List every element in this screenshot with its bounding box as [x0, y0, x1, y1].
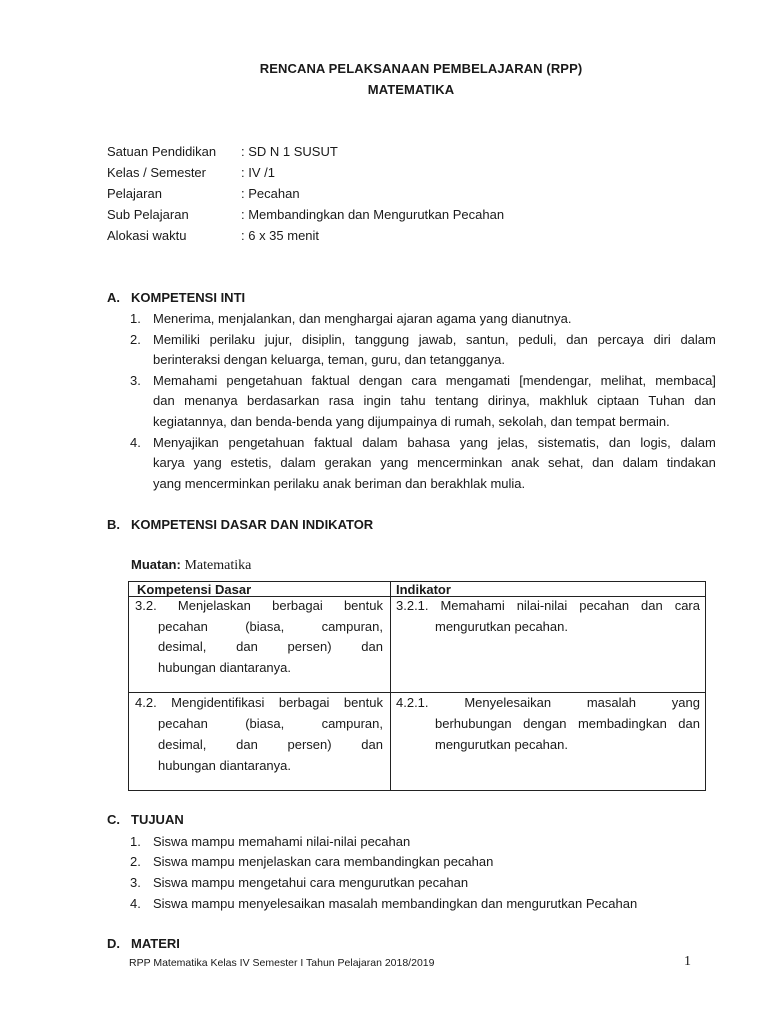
item-text [153, 435, 716, 450]
cell-text: mengurutkan pecahan. [435, 737, 568, 752]
table-divider [129, 692, 705, 693]
item-text [153, 332, 716, 347]
word: dan [641, 598, 663, 613]
meta-label: Pelajaran [107, 186, 162, 201]
word: persen) [287, 639, 332, 654]
word: tentang [435, 393, 479, 408]
section-letter: D. [107, 936, 120, 951]
table-header-kd: Kompetensi Dasar [137, 582, 252, 597]
word: diri [653, 332, 671, 347]
meta-value: : SD N 1 SUSUT [241, 144, 338, 159]
table-cell-kd [135, 598, 383, 613]
word: Memiliki [153, 332, 200, 347]
item-text: Menerima, menjalankan, dan menghargai ajaran agama yang dianutnya. [153, 311, 572, 326]
word: mencerminkan [417, 455, 503, 470]
word: dalam [362, 435, 398, 450]
word: dan [608, 435, 631, 450]
word: sistematis, [537, 435, 600, 450]
word: Tuhan [648, 393, 685, 408]
section-title: KOMPETENSI DASAR DAN INDIKATOR [131, 517, 374, 532]
word: Memahami [440, 598, 505, 613]
word: 3.2. [135, 598, 157, 613]
word: faktual [311, 373, 350, 388]
item-text: Siswa mampu mengetahui cara mengurutkan pecahan [153, 875, 469, 890]
word: makhluk [539, 393, 588, 408]
word: disiplin, [301, 332, 346, 347]
word: 4.2.1. [396, 695, 429, 710]
word: [mendengar, [519, 373, 592, 388]
table-cell-kd [135, 695, 383, 710]
word: tanggung [354, 332, 410, 347]
word: dirinya, [487, 393, 530, 408]
table-divider [390, 582, 391, 790]
item-number: 2. [130, 854, 141, 869]
item-number: 1. [130, 834, 141, 849]
table-cell-kd [158, 619, 383, 634]
word: gerakan [324, 455, 372, 470]
item-text: Siswa mampu menyelesaikan masalah membandingkan dan mengurutkan Pecahan [153, 896, 638, 911]
word: Memahami [153, 373, 218, 388]
word: (biasa, [245, 716, 285, 731]
word: berdasarkan [247, 393, 320, 408]
word: bentuk [343, 598, 383, 613]
word: dalam [680, 332, 716, 347]
word: bahasa [407, 435, 451, 450]
table-cell-indicator [435, 716, 700, 731]
word: cara [411, 373, 437, 388]
item-number: 3. [130, 875, 141, 890]
word: tindakan [666, 455, 716, 470]
meta-label: Kelas / Semester [107, 165, 206, 180]
word: bentuk [343, 695, 383, 710]
item-text: Siswa mampu menjelaskan cara membandingkan pecahan [153, 854, 494, 869]
section-letter: A. [107, 290, 120, 305]
word: nilai-nilai [516, 598, 568, 613]
section-title: TUJUAN [131, 812, 184, 827]
word: mengamati [445, 373, 511, 388]
word: Menyajikan [153, 435, 219, 450]
word: berbagai [278, 695, 330, 710]
word: santun, [465, 332, 509, 347]
word: dalam [680, 435, 716, 450]
item-text: kegiatannya, dan benda-benda yang dijumpainya di rumah, sekolah, dan tempat bermain. [153, 414, 670, 429]
document-title: RENCANA PELAKSANAAN PEMBELAJARAN (RPP) [259, 61, 583, 76]
item-number: 4. [130, 435, 141, 450]
word: dan [678, 716, 700, 731]
cell-text: hubungan diantaranya. [158, 660, 292, 675]
word: dengan [358, 373, 403, 388]
word: membaca] [655, 373, 716, 388]
item-text [153, 393, 716, 408]
table-cell-indicator [396, 598, 700, 613]
word: ciptaan [597, 393, 639, 408]
meta-value: : 6 x 35 menit [241, 228, 320, 243]
word: dan [236, 737, 258, 752]
meta-value: : Membandingkan dan Mengurutkan Pecahan [241, 207, 505, 222]
word: campuran, [321, 716, 383, 731]
cell-text: hubungan diantaranya. [158, 758, 292, 773]
item-text: yang mencerminkan perilaku anak beriman dan berakhlak mulia. [153, 476, 526, 491]
word: faktual [314, 435, 353, 450]
section-title: MATERI [131, 936, 180, 951]
meta-label: Satuan Pendidikan [107, 144, 217, 159]
word: Menyelesaikan [464, 695, 552, 710]
muatan-line [131, 557, 251, 574]
word: dalam [280, 455, 316, 470]
word: (biasa, [245, 619, 285, 634]
table-cell-kd [158, 737, 383, 752]
word: rasa [328, 393, 355, 408]
word: membadingkan [577, 716, 667, 731]
word: percaya [597, 332, 644, 347]
table-cell-kd [158, 639, 383, 654]
word: pengetahuan [226, 373, 303, 388]
word: dan [694, 393, 716, 408]
item-text [153, 455, 716, 470]
item-number: 3. [130, 373, 141, 388]
item-text: Siswa mampu memahami nilai-nilai pecahan [153, 834, 411, 849]
meta-label: Sub Pelajaran [107, 207, 189, 222]
word: berhubungan [435, 716, 512, 731]
word: dengan [523, 716, 567, 731]
word: ingin [363, 393, 391, 408]
page-number: 1 [684, 954, 691, 969]
page-footer: RPP Matematika Kelas IV Semester I Tahun Pelajaran 2018/2019 [129, 957, 435, 969]
word: campuran, [321, 619, 383, 634]
word: dan [236, 639, 258, 654]
muatan-value: Matematika [184, 558, 252, 573]
word: jelas, [497, 435, 529, 450]
word: dan [592, 455, 614, 470]
item-number: 1. [130, 311, 141, 326]
table-cell-indicator [396, 695, 700, 710]
item-text [153, 373, 716, 388]
meta-label: Alokasi waktu [107, 228, 187, 243]
word: perilaku [209, 332, 256, 347]
section-letter: B. [107, 517, 120, 532]
word: cara [674, 598, 700, 613]
meta-value: : Pecahan [241, 186, 300, 201]
section-title: KOMPETENSI INTI [131, 290, 246, 305]
word: sehat, [548, 455, 584, 470]
word: persen) [287, 737, 332, 752]
word: dan [361, 737, 383, 752]
document-subtitle: MATEMATIKA [367, 82, 455, 97]
item-text: berinteraksi dengan keluarga, teman, guru, dan tetangganya. [153, 352, 505, 367]
kd-indicator-table [128, 581, 706, 791]
word: Mengidentifikasi [171, 695, 265, 710]
word: jawab, [418, 332, 457, 347]
word: berbagai [272, 598, 323, 613]
word: desimal, [158, 639, 207, 654]
word: menanya [184, 393, 238, 408]
section-letter: C. [107, 812, 120, 827]
word: masalah [586, 695, 636, 710]
word: pecahan [158, 619, 208, 634]
muatan-label: Muatan: [131, 557, 181, 572]
word: yang [671, 695, 700, 710]
word: dalam [622, 455, 658, 470]
word: anak [511, 455, 540, 470]
word: tahu [400, 393, 426, 408]
word: pengetahuan [228, 435, 305, 450]
word: karya [153, 455, 185, 470]
word: yang [380, 455, 409, 470]
word: dan [153, 393, 175, 408]
table-cell-kd [158, 716, 383, 731]
word: jujur, [264, 332, 293, 347]
word: 3.2.1. [396, 598, 429, 613]
word: estetis, [230, 455, 272, 470]
meta-value: : IV /1 [241, 165, 275, 180]
cell-text: mengurutkan pecahan. [435, 619, 568, 634]
word: Menjelaskan [177, 598, 251, 613]
word: peduli, [518, 332, 557, 347]
word: pecahan [579, 598, 630, 613]
word: dan [361, 639, 383, 654]
item-number: 4. [130, 896, 141, 911]
word: dan [566, 332, 588, 347]
word: desimal, [158, 737, 207, 752]
table-header-indicator: Indikator [396, 582, 451, 597]
word: pecahan [158, 716, 208, 731]
word: 4.2. [135, 695, 157, 710]
word: logis, [640, 435, 671, 450]
word: yang [459, 435, 488, 450]
item-number: 2. [130, 332, 141, 347]
word: melihat, [600, 373, 647, 388]
word: yang [193, 455, 222, 470]
